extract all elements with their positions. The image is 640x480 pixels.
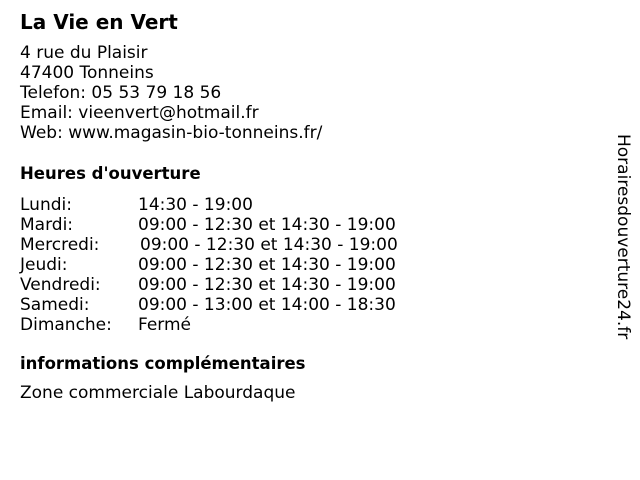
day-label: Dimanche: <box>20 315 112 335</box>
day-label: Jeudi: <box>20 255 68 275</box>
day-label: Vendredi: <box>20 275 101 295</box>
time-value: 09:00 - 12:30 et 14:30 - 19:00 <box>140 235 398 255</box>
time-value: Fermé <box>138 315 192 335</box>
site-watermark: Horairesdouverture24.fr <box>613 134 633 340</box>
time-value: 09:00 - 12:30 et 14:30 - 19:00 <box>138 255 396 275</box>
day-label: Mardi: <box>20 215 74 235</box>
opening-hours-heading: Heures d'ouverture <box>20 164 201 183</box>
day-label: Samedi: <box>20 295 90 315</box>
shop-name: La Vie en Vert <box>20 10 178 34</box>
day-label: Mercredi: <box>20 235 100 255</box>
contact-block <box>20 43 322 143</box>
additional-info-heading: informations complémentaires <box>20 354 306 373</box>
additional-info-text: Zone commerciale Labourdaque <box>20 383 296 403</box>
web-line: Web: www.magasin-bio-tonneins.fr/ <box>20 123 323 143</box>
address-street: 4 rue du Plaisir <box>20 43 148 63</box>
phone-line: Telefon: 05 53 79 18 56 <box>20 83 222 103</box>
day-label: Lundi: <box>20 195 72 215</box>
time-value: 14:30 - 19:00 <box>138 195 253 215</box>
time-value: 09:00 - 12:30 et 14:30 - 19:00 <box>138 275 396 295</box>
email-line: Email: vieenvert@hotmail.fr <box>20 103 259 123</box>
time-value: 09:00 - 12:30 et 14:30 - 19:00 <box>138 215 396 235</box>
time-value: 09:00 - 13:00 et 14:00 - 18:30 <box>138 295 396 315</box>
address-city: 47400 Tonneins <box>20 63 154 83</box>
